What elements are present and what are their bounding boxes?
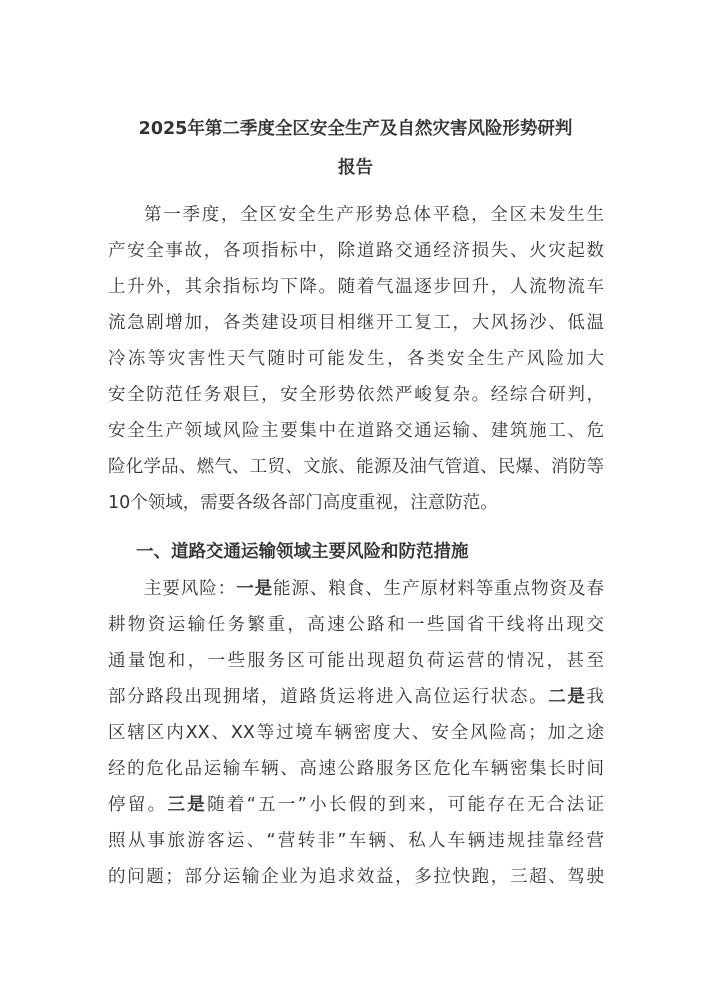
document-title-line-1: 2025年第二季度全区安全生产及自然灾害风险形势研判 — [138, 119, 573, 139]
point-marker: 二是 — [548, 687, 587, 707]
section-line: 经的危化品运输车辆、高速公路服务区危化车辆密集长时间 — [108, 759, 604, 779]
intro-line: 险化学品、燃气、工贸、文旅、能源及油气管道、民爆、消防等 — [108, 457, 604, 477]
section-line: 区辖区内XX、XX等过境车辆密度大、安全风险高；加之途 — [108, 723, 604, 743]
risk-label: 主要风险： — [144, 579, 237, 599]
section-heading: 一、道路交通运输领域主要风险和防范措施 — [136, 542, 469, 562]
point-marker: 三是 — [167, 795, 208, 815]
section-text: 随着“五一”小长假的到来，可能存在无合法证 — [207, 795, 605, 815]
section-text: 能源、粮食、生产原材料等重点物资及春 — [273, 579, 604, 599]
intro-line: 流急剧增加，各类建设项目相继开工复工，大风扬沙、低温 — [108, 313, 604, 333]
intro-line: 安全防范任务艰巨，安全形势依然严峻复杂。经综合研判， — [108, 385, 604, 405]
section-text: 我 — [586, 687, 604, 707]
section-line: 耕物资运输任务繁重，高速公路和一些国省干线将出现交 — [108, 615, 604, 635]
section-text: 部分路段出现拥堵，道路货运将进入高位运行状态。 — [108, 687, 549, 707]
intro-line: 安全生产领域风险主要集中在道路交通运输、建筑施工、危 — [108, 421, 604, 441]
section-text: 停留。 — [108, 795, 168, 815]
section-line — [144, 578, 604, 600]
intro-line: 10个领域，需要各级各部门高度重视，注意防范。 — [108, 493, 498, 513]
section-line — [108, 794, 604, 816]
section-line: 的问题；部分运输企业为追求效益，多拉快跑，三超、驾驶 — [108, 867, 604, 887]
section-line: 照从事旅游客运、“营转非”车辆、私人车辆违规挂靠经营 — [108, 831, 604, 851]
point-marker: 一是 — [236, 579, 274, 599]
intro-line: 第一季度，全区安全生产形势总体平稳，全区未发生生 — [144, 205, 604, 225]
intro-line: 冷冻等灾害性天气随时可能发生，各类安全生产风险加大 — [108, 349, 604, 369]
section-line: 通量饱和，一些服务区可能出现超负荷运营的情况，甚至 — [108, 651, 604, 671]
intro-line: 上升外，其余指标均下降。随着气温逐步回升，人流物流车 — [108, 277, 604, 297]
document-title-line-2: 报告 — [338, 158, 373, 178]
section-line — [108, 686, 604, 708]
intro-line: 产安全事故，各项指标中，除道路交通经济损失、火灾起数 — [108, 241, 604, 261]
